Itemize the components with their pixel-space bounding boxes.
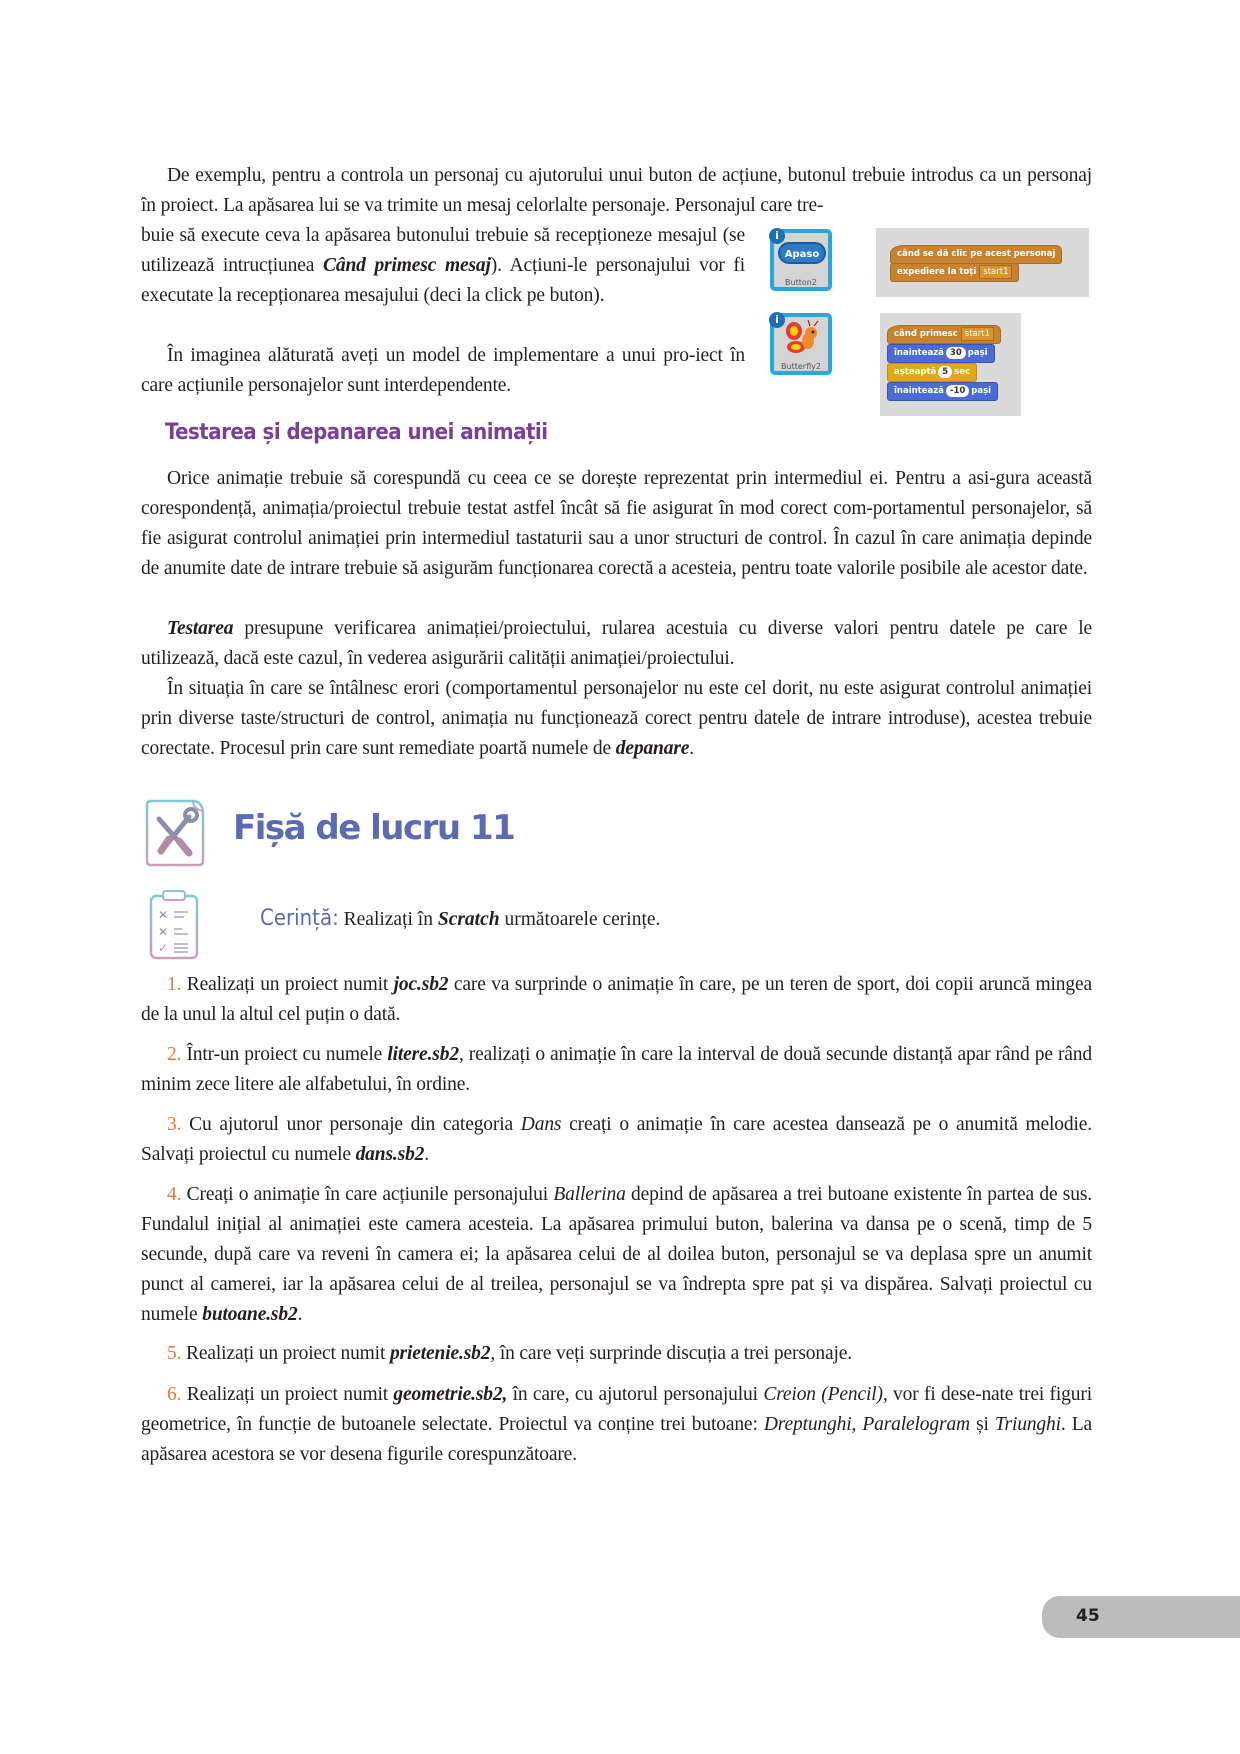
block-wait — [887, 363, 977, 382]
task-item-5 — [141, 1339, 1092, 1369]
button-name: Triunghi — [994, 1414, 1061, 1435]
seconds-input: 5 — [938, 366, 952, 378]
worksheet-title: Fișă de lucru 11 — [233, 808, 515, 848]
task-number: 6. — [167, 1384, 182, 1405]
task-text: în care, cu ajutorul personajului — [507, 1384, 764, 1405]
intro-text-b: ). Acțiuni-le personajului vor fi executate la recepționarea mesajului (deci la click pe buton). — [141, 255, 745, 306]
file-name: geometrie.sb2, — [393, 1384, 508, 1405]
steps-input: -10 — [946, 385, 969, 397]
message-dropdown: start1 — [961, 327, 994, 341]
sprite-name: Ballerina — [553, 1184, 626, 1205]
task-text: Cu ajutorul unor personaje din categoria — [181, 1114, 521, 1135]
svg-text:✓: ✓ — [158, 941, 169, 955]
task-text: care va surprinde o animație în care, pe un teren de sport, doi copii aruncă mingea de la unul la altul cel puțin o dată. — [141, 974, 1092, 1025]
block-move-2 — [887, 382, 998, 401]
task-text: depind de apăsarea a trei butoane existente în partea de sus. Fundalul inițial al animației este camera acesteia. La apăsarea primului buton, balerina va dansa pe o scenă, timp de 5 secunde, după care va reveni în camera ei; la apăsarea celui de al doilea buton, personajul se va deplasa spre un anumit punct al camerei, iar la apăsarea celui de al treilea, personajul se va îndrepta spre pat și va dispărea. Salvați proiectul cu numele — [141, 1184, 1092, 1325]
task-text: . — [424, 1144, 430, 1165]
info-icon: i — [769, 312, 785, 328]
block-broadcast — [890, 263, 1019, 282]
svg-text:✕: ✕ — [158, 908, 169, 922]
task-text: Creați o animație în care acțiunile personajului — [181, 1184, 554, 1205]
block-when-receive — [887, 325, 1001, 344]
sprite-button2 — [770, 229, 832, 291]
sprite-label: Butterfly2 — [781, 362, 821, 371]
block-move-1 — [887, 344, 995, 363]
task-text: , în care veți surprinde discuția a trei personaje. — [490, 1343, 852, 1364]
model-text: În imaginea alăturată aveți un model de implementare a unui pro-iect în care acțiunile personajelor sunt interdependente. — [141, 345, 745, 396]
task-item-3 — [141, 1110, 1092, 1170]
intro-text: De exemplu, pentru a controla un personaj cu ajutorului unui buton de acțiune, butonul trebuie introdus ca un personaj în proiect. La apăsarea lui se va trimite un mesaj celorlalte personaje. Personajul care tre- — [141, 165, 1092, 216]
block-text: când primesc — [894, 329, 958, 339]
button-name: Dreptunghi — [763, 1414, 852, 1435]
task-number: 2. — [167, 1044, 182, 1065]
block-text: înaintează — [894, 348, 944, 358]
section-paragraph-1 — [141, 464, 1092, 584]
page-number-tab — [1042, 1596, 1240, 1638]
file-name: joc.sb2 — [393, 974, 449, 995]
message-dropdown: start1 — [979, 265, 1012, 279]
section-text: Orice animație trebuie să corespundă cu ceea ce se dorește reprezentat prin intermediul ei. Pentru a asi-gura această corespondență, animația/proiectul trebuie testat astfel încât să fie asigurat în mod corect com-portamentul personajelor, să fie asigurat controlul animației prin intermediul tastaturii sau a unor structuri de control. În cazul în care animația depinde de anumite date de intrare trebuie să asigurăm funcționarea corectă a acesteia, pentru toate valorile posibile ale acestor date. — [141, 468, 1092, 579]
section-paragraph-2 — [141, 614, 1092, 674]
task-text: Realizați un proiect numit — [181, 1343, 390, 1364]
task-text: , — [851, 1414, 863, 1435]
file-name: butoane.sb2 — [202, 1304, 298, 1325]
sprite-name: Creion (Pencil) — [763, 1384, 883, 1405]
sprite-label: Button2 — [785, 278, 817, 287]
checklist-icon — [148, 888, 200, 960]
section-heading: Testarea și depanarea unei animații — [165, 420, 548, 445]
task-number: 4. — [167, 1184, 182, 1205]
tools-icon — [143, 797, 207, 869]
block-text: așteaptă — [894, 367, 937, 377]
steps-input: 30 — [946, 347, 966, 359]
butterfly-icon — [774, 317, 828, 361]
requirement-text: următoarele cerințe. — [499, 909, 661, 930]
scratch-term: Scratch — [437, 909, 500, 930]
task-text: și — [969, 1414, 995, 1435]
section-paragraph-3 — [141, 674, 1092, 764]
task-text: creați o animație în care acestea dansează pe o anumită melodie. Salvați proiectul cu numele — [141, 1114, 1092, 1165]
block-text: expediere la toți — [897, 267, 977, 277]
block-text: înaintează — [894, 386, 944, 396]
task-text: Realizați un proiect numit — [181, 974, 394, 995]
task-text: , realizați o animație în care la interval de două secunde distanță apar rând pe rând minim zece litere ale alfabetului, în ordine. — [141, 1044, 1092, 1095]
section-text: presupune verificarea animației/proiectului, rularea acestuia cu diverse valori pentru datele pe care le utilizează, dacă este cazul, în vederea asigurării calității animației/proiectului. — [141, 618, 1092, 669]
task-text: . La apăsarea acestora se vor desena figurile corespunzătoare. — [141, 1414, 1093, 1465]
term-testarea: Testarea — [167, 618, 234, 639]
info-icon: i — [769, 228, 785, 244]
file-name: dans.sb2 — [355, 1144, 425, 1165]
task-text: , vor fi dese-nate trei figuri geometrice, în funcție de butoanele selectate. Proiectul va conține trei butoane: — [141, 1384, 1092, 1435]
category-name: Dans — [520, 1114, 562, 1135]
file-name: litere.sb2 — [387, 1044, 459, 1065]
task-number: 1. — [167, 974, 182, 995]
task-item-4 — [141, 1180, 1092, 1330]
requirement-label: Cerință: — [260, 906, 339, 931]
task-item-1 — [141, 970, 1092, 1030]
task-item-2 — [141, 1040, 1092, 1100]
requirement-line — [260, 906, 660, 931]
task-text: . — [297, 1304, 303, 1325]
task-text: Într-un proiect cu numele — [181, 1044, 388, 1065]
apaso-button-graphic: Apaso — [778, 242, 826, 264]
task-text: Realizați un proiect numit — [181, 1384, 394, 1405]
block-text: pași — [971, 386, 992, 396]
task-number: 3. — [167, 1114, 182, 1135]
task-number: 5. — [167, 1343, 182, 1364]
block-text: sec — [954, 367, 971, 377]
svg-text:✕: ✕ — [158, 925, 169, 939]
task-item-6 — [141, 1380, 1092, 1470]
section-text: În situația în care se întâlnesc erori (comportamentul personajelor nu este cel dorit, nu este asigurat controlul animației prin diverse taste/structuri de control, animația nu funcționează corect pentru datele de intrare introduse), acestea trebuie corectate. Procesul prin care sunt remediate poartă numele de — [141, 678, 1092, 759]
button-name: Paralelogram — [862, 1414, 970, 1435]
file-name: prietenie.sb2 — [389, 1343, 491, 1364]
term-depanare: depanare — [615, 738, 690, 759]
intro-text-a: buie să execute ceva la apăsarea butonului trebuie să recepționeze mesajul (se utilizează intrucțiunea — [141, 225, 745, 276]
model-paragraph — [141, 341, 745, 401]
script-area-1 — [876, 228, 1089, 297]
script-area-2 — [880, 313, 1021, 416]
block-when-clicked: când se dă clic pe acest personaj — [890, 245, 1062, 264]
instruction-name: Când primesc mesaj — [322, 255, 491, 276]
block-text: pași — [967, 348, 988, 358]
page-number: 45 — [1076, 1606, 1100, 1626]
requirement-text: Realizați în — [338, 909, 438, 930]
intro-paragraph-cont — [141, 221, 745, 311]
punctuation: . — [689, 738, 695, 759]
sprite-butterfly2 — [770, 313, 832, 375]
intro-paragraph — [141, 161, 1092, 221]
